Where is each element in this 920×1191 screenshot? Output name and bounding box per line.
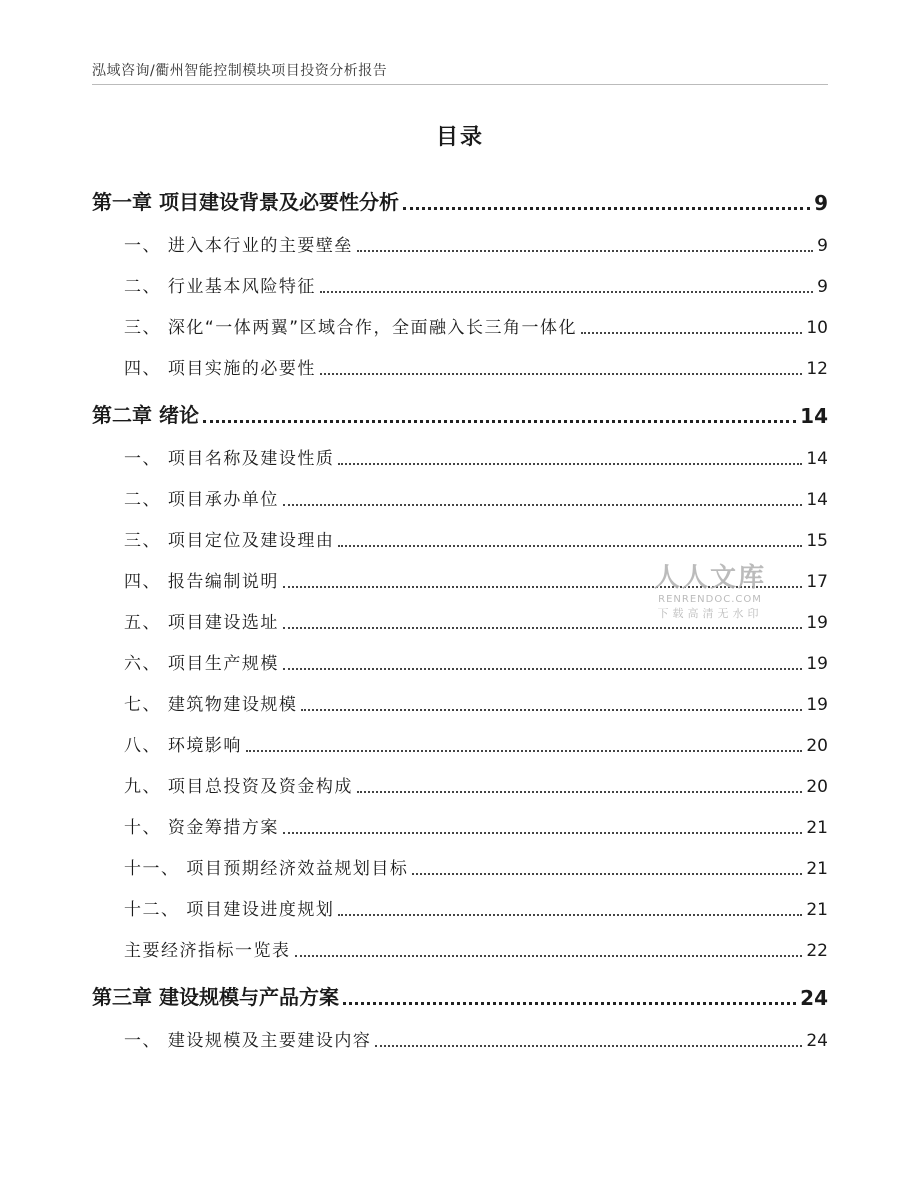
toc-chapter-entry[interactable]	[92, 385, 828, 434]
toc-page-number: 9	[817, 236, 828, 256]
toc-section-entry[interactable]	[92, 803, 828, 844]
toc-dot-leader	[283, 503, 802, 506]
toc-dot-leader	[412, 872, 802, 875]
toc-dot-leader	[320, 372, 802, 375]
toc-page-number: 9	[817, 277, 828, 297]
toc-entry-label: 第三章 建设规模与产品方案	[92, 985, 339, 1009]
toc-page-number: 24	[806, 1031, 828, 1051]
toc-dot-leader	[338, 462, 802, 465]
toc-section-entry[interactable]	[92, 516, 828, 557]
toc-entry-label: 第二章 绪论	[92, 403, 199, 427]
toc-page-number: 14	[800, 404, 828, 428]
toc-entry-label: 十一、 项目预期经济效益规划目标	[124, 859, 409, 879]
watermark-logo	[640, 562, 780, 622]
toc-section-entry[interactable]	[92, 680, 828, 721]
toc-entry-label: 三、 项目定位及建设理由	[124, 531, 335, 551]
toc-page-number: 21	[806, 818, 828, 838]
toc-dot-leader	[343, 1001, 796, 1005]
toc-entry-label: 六、 项目生产规模	[124, 654, 279, 674]
toc-section-entry[interactable]	[92, 926, 828, 967]
toc-entry-label: 七、 建筑物建设规模	[124, 695, 298, 715]
toc-dot-leader	[283, 831, 802, 834]
watermark-url: RENRENDOC.COM	[658, 594, 762, 605]
watermark-subtitle: 下载高清无水印	[657, 607, 763, 620]
toc-section-entry[interactable]	[92, 721, 828, 762]
toc-entry-label: 十、 资金筹措方案	[124, 818, 279, 838]
toc-entry-label: 一、 项目名称及建设性质	[124, 449, 335, 469]
toc-page-number: 9	[814, 191, 828, 215]
toc-page-number: 20	[806, 736, 828, 756]
toc-chapter-entry[interactable]	[92, 967, 828, 1016]
toc-entry-label: 二、 项目承办单位	[124, 490, 279, 510]
toc-section-entry[interactable]	[92, 303, 828, 344]
toc-entry-label: 三、 深化“一体两翼”区域合作，全面融入长三角一体化	[124, 318, 578, 338]
toc-entry-label: 四、 项目实施的必要性	[124, 359, 316, 379]
toc-page-number: 24	[800, 986, 828, 1010]
toc-page-number: 14	[806, 449, 828, 469]
toc-dot-leader	[581, 331, 802, 334]
toc-entry-label: 四、 报告编制说明	[124, 572, 279, 592]
toc-entry-label: 二、 行业基本风险特征	[124, 277, 316, 297]
toc-entry-label: 五、 项目建设选址	[124, 613, 279, 633]
toc-dot-leader	[283, 626, 802, 629]
toc-dot-leader	[375, 1044, 802, 1047]
toc-page-number: 10	[806, 318, 828, 338]
toc-dot-leader	[403, 206, 810, 210]
toc-dot-leader	[246, 749, 802, 752]
toc-dot-leader	[357, 249, 813, 252]
toc-section-entry[interactable]	[92, 885, 828, 926]
toc-section-entry[interactable]	[92, 475, 828, 516]
toc-dot-leader	[295, 954, 803, 957]
toc-page-number: 20	[806, 777, 828, 797]
toc-section-entry[interactable]	[92, 221, 828, 262]
toc-section-entry[interactable]	[92, 344, 828, 385]
toc-page-number: 17	[806, 572, 828, 592]
toc-page-number: 15	[806, 531, 828, 551]
toc-entry-label: 一、 进入本行业的主要壁垒	[124, 236, 353, 256]
running-header: 泓域咨询/衢州智能控制模块项目投资分析报告	[92, 63, 388, 79]
toc-entry-label: 主要经济指标一览表	[124, 941, 291, 961]
toc-page-number: 21	[806, 900, 828, 920]
toc-chapter-entry[interactable]	[92, 172, 828, 221]
toc-page-number: 19	[806, 654, 828, 674]
watermark-main-text: 人人文库	[653, 563, 766, 593]
toc-dot-leader	[338, 913, 802, 916]
toc-section-entry[interactable]	[92, 762, 828, 803]
toc-page-number: 19	[806, 695, 828, 715]
toc-entry-label: 九、 项目总投资及资金构成	[124, 777, 353, 797]
toc-page-number: 21	[806, 859, 828, 879]
toc-section-entry[interactable]	[92, 844, 828, 885]
toc-dot-leader	[357, 790, 802, 793]
toc-section-entry[interactable]	[92, 1016, 828, 1057]
toc-dot-leader	[203, 419, 796, 423]
toc-dot-leader	[338, 544, 802, 547]
header-divider	[92, 84, 828, 85]
toc-section-entry[interactable]	[92, 639, 828, 680]
toc-dot-leader	[301, 708, 802, 711]
toc-dot-leader	[320, 290, 813, 293]
toc-entry-label: 十二、 项目建设进度规划	[124, 900, 335, 920]
toc-page-number: 19	[806, 613, 828, 633]
toc-section-entry[interactable]	[92, 262, 828, 303]
toc-page-number: 14	[806, 490, 828, 510]
toc-entry-label: 第一章 项目建设背景及必要性分析	[92, 190, 399, 214]
toc-entry-label: 八、 环境影响	[124, 736, 242, 756]
toc-entry-label: 一、 建设规模及主要建设内容	[124, 1031, 372, 1051]
toc-page-number: 12	[806, 359, 828, 379]
toc-page-number: 22	[806, 941, 828, 961]
toc-dot-leader	[283, 667, 802, 670]
toc-title: 目录	[435, 125, 484, 150]
toc-section-entry[interactable]	[92, 434, 828, 475]
